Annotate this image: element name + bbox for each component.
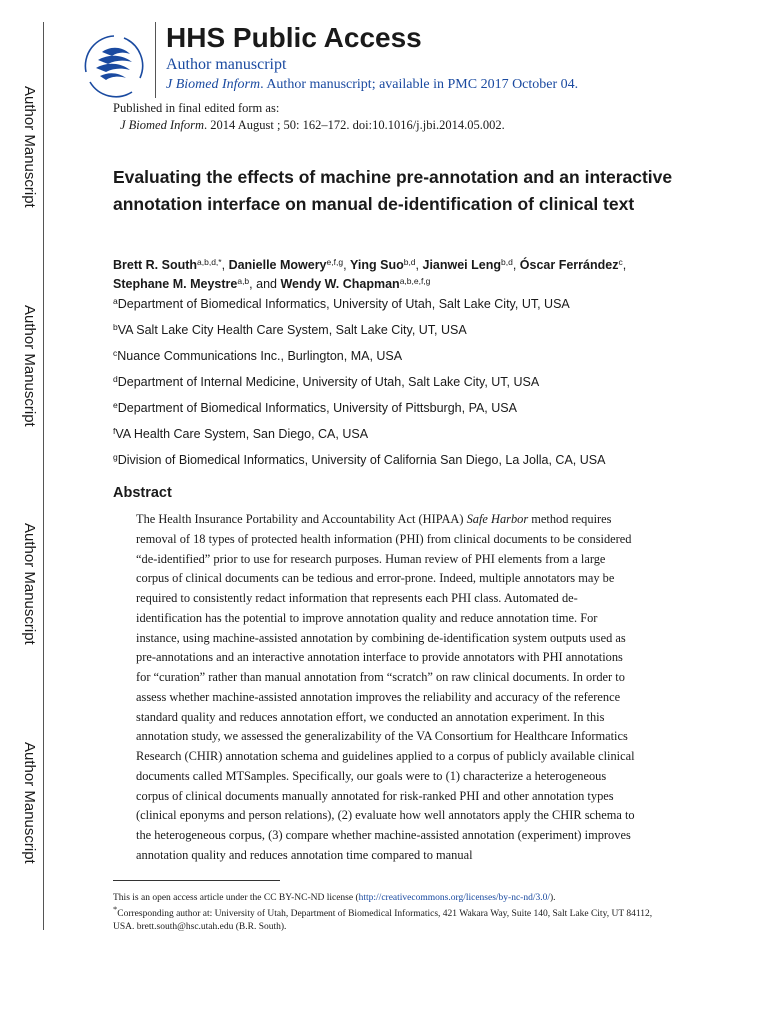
author-affil-marks: a,b,d,* [197,257,222,267]
hhs-eagle-logo [80,32,148,100]
footnote-rule [113,880,280,881]
license-text: This is an open access article under the CC BY-NC-ND license ( [113,893,359,903]
author-affil-marks: a,b [237,276,250,286]
affiliation-key: a [113,296,118,306]
affiliation [113,348,753,374]
affiliation-text: VA Salt Lake City Health Care System, Salt Lake City, UT, USA [117,323,467,337]
affiliation-key: b [113,322,118,332]
abstract-text: The Health Insurance Portability and Accountability Act (HIPAA) [136,512,467,526]
affiliation-key: d [113,374,118,384]
author-separator: , [221,258,229,272]
author-affil-marks: c [618,257,623,267]
availability-text: . Author manuscript; available in PMC 2017 October 04. [260,77,579,92]
corresponding-mark: * [113,904,118,914]
author-affil-marks: b,d [403,257,416,267]
affiliation-text: Department of Internal Medicine, University of Utah, Salt Lake City, UT, USA [117,375,540,389]
abstract-italic-term: Safe Harbor [466,512,529,526]
affiliation-key: e [113,400,118,410]
journal-availability [166,77,578,93]
author-separator: , and [249,277,281,291]
header-divider [155,22,156,98]
author-separator: , [415,258,423,272]
abstract-heading: Abstract [113,485,172,501]
affiliation-text: VA Health Care System, San Diego, CA, USA [115,427,369,441]
author-name: Jianwei Leng [422,258,501,272]
corresponding-footnote [113,904,663,934]
corresponding-text: Corresponding author at: University of Utah, Department of Biomedical Informatics, 421 Wakara Way, Suite 140, Salt Lake City, UT 84112, USA. brett.south@hsc.utah.edu (B.R. South). [113,909,653,932]
side-label-author-manuscript: Author Manuscript [21,305,38,427]
author-affil-marks: b,d [501,257,513,267]
article-title: Evaluating the effects of machine pre-annotation and an interactive annotation interface on manual de-identification of clinical text [113,167,673,214]
license-footnote [113,893,556,903]
citation-journal: J Biomed Inform [120,118,205,132]
license-text-end: ). [550,893,556,903]
author-name: Stephane M. Meystre [113,277,238,291]
author-name: Óscar Ferrández [519,258,619,272]
affiliation [113,452,753,478]
abstract-body [136,510,636,866]
citation-details: . 2014 August ; 50: 162–172. doi:10.1016/j.jbi.2014.05.002. [204,118,505,132]
side-label-author-manuscript: Author Manuscript [21,86,38,208]
published-label: Published in final edited form as: [113,101,280,115]
affiliation-list [113,296,753,478]
affiliation [113,426,753,452]
author-affil-marks: e,f,g [326,257,344,267]
affiliation [113,296,753,322]
affiliation [113,322,753,348]
side-label-author-manuscript: Author Manuscript [21,742,38,864]
affiliation [113,374,753,400]
author-name: Brett R. South [113,258,198,272]
author-separator: , [343,258,351,272]
author-separator: , [512,258,520,272]
affiliation-key: f [113,426,116,436]
author-list [113,256,743,294]
hhs-title: HHS Public Access [166,22,422,53]
affiliation-key: g [113,452,118,462]
margin-rule [43,22,44,930]
author-affil-marks: a,b,e,f,g [399,276,431,286]
affiliation [113,400,753,426]
author-separator: , [622,258,627,272]
abstract-text: method requires removal of 18 types of protected health information (PHI) from clinical documents to be considered “de-identified” prior to use for research purposes. Human review of PHI elements from a large corpus of clinical documents can be tedious and error-prone. Indeed, multiple annotators may be required to consistently redact information that represents each PHI class. Automated de-identification has the potential to improve annotation quality and reduce annotation time. For instance, using machine-assisted annotation by combining de-identification system outputs used as pre-annotations and an interactive annotation interface to provide annotators with PHI annotations for “curation” rather than manual annotation from “scratch” on raw clinical documents. In order to assess whether machine-assisted annotation improves the reliability and accuracy of the reference standard quality and reduces annotation effort, we conducted an annotation experiment. In this annotation study, we assessed the generalizability of the VA Consortium for Healthcare Informatics Research (CHIR) annotation schema and guidelines applied to a corpus of publicly available clinical documents called MTSamples. Specifically, our goals were to (1) characterize a heterogeneous corpus of clinical documents manually annotated for risk-ranked PHI and other annotation types (clinical eponyms and person relations), (2) evaluate how well annotators apply the CHIR schema to the heterogeneous corpus, (3) compare whether machine-assisted annotation (experiment) improves annotation quality and reduces annotation time compared to manual [136,512,635,862]
affiliation-text: Division of Biomedical Informatics, University of California San Diego, La Jolla, CA, USA [117,453,606,467]
affiliation-key: c [113,348,118,358]
license-link[interactable]: http://creativecommons.org/licenses/by-nc-nd/3.0/ [358,893,550,903]
citation [120,118,505,133]
author-name: Ying Suo [350,258,404,272]
author-name: Wendy W. Chapman [280,277,400,291]
side-label-author-manuscript: Author Manuscript [21,523,38,645]
affiliation-text: Department of Biomedical Informatics, University of Utah, Salt Lake City, UT, USA [117,297,570,311]
author-name: Danielle Mowery [228,258,327,272]
journal-name: J Biomed Inform [166,77,261,92]
affiliation-text: Nuance Communications Inc., Burlington, MA, USA [117,349,403,363]
manuscript-type: Author manuscript [166,56,287,73]
affiliation-text: Department of Biomedical Informatics, University of Pittsburgh, PA, USA [117,401,517,415]
